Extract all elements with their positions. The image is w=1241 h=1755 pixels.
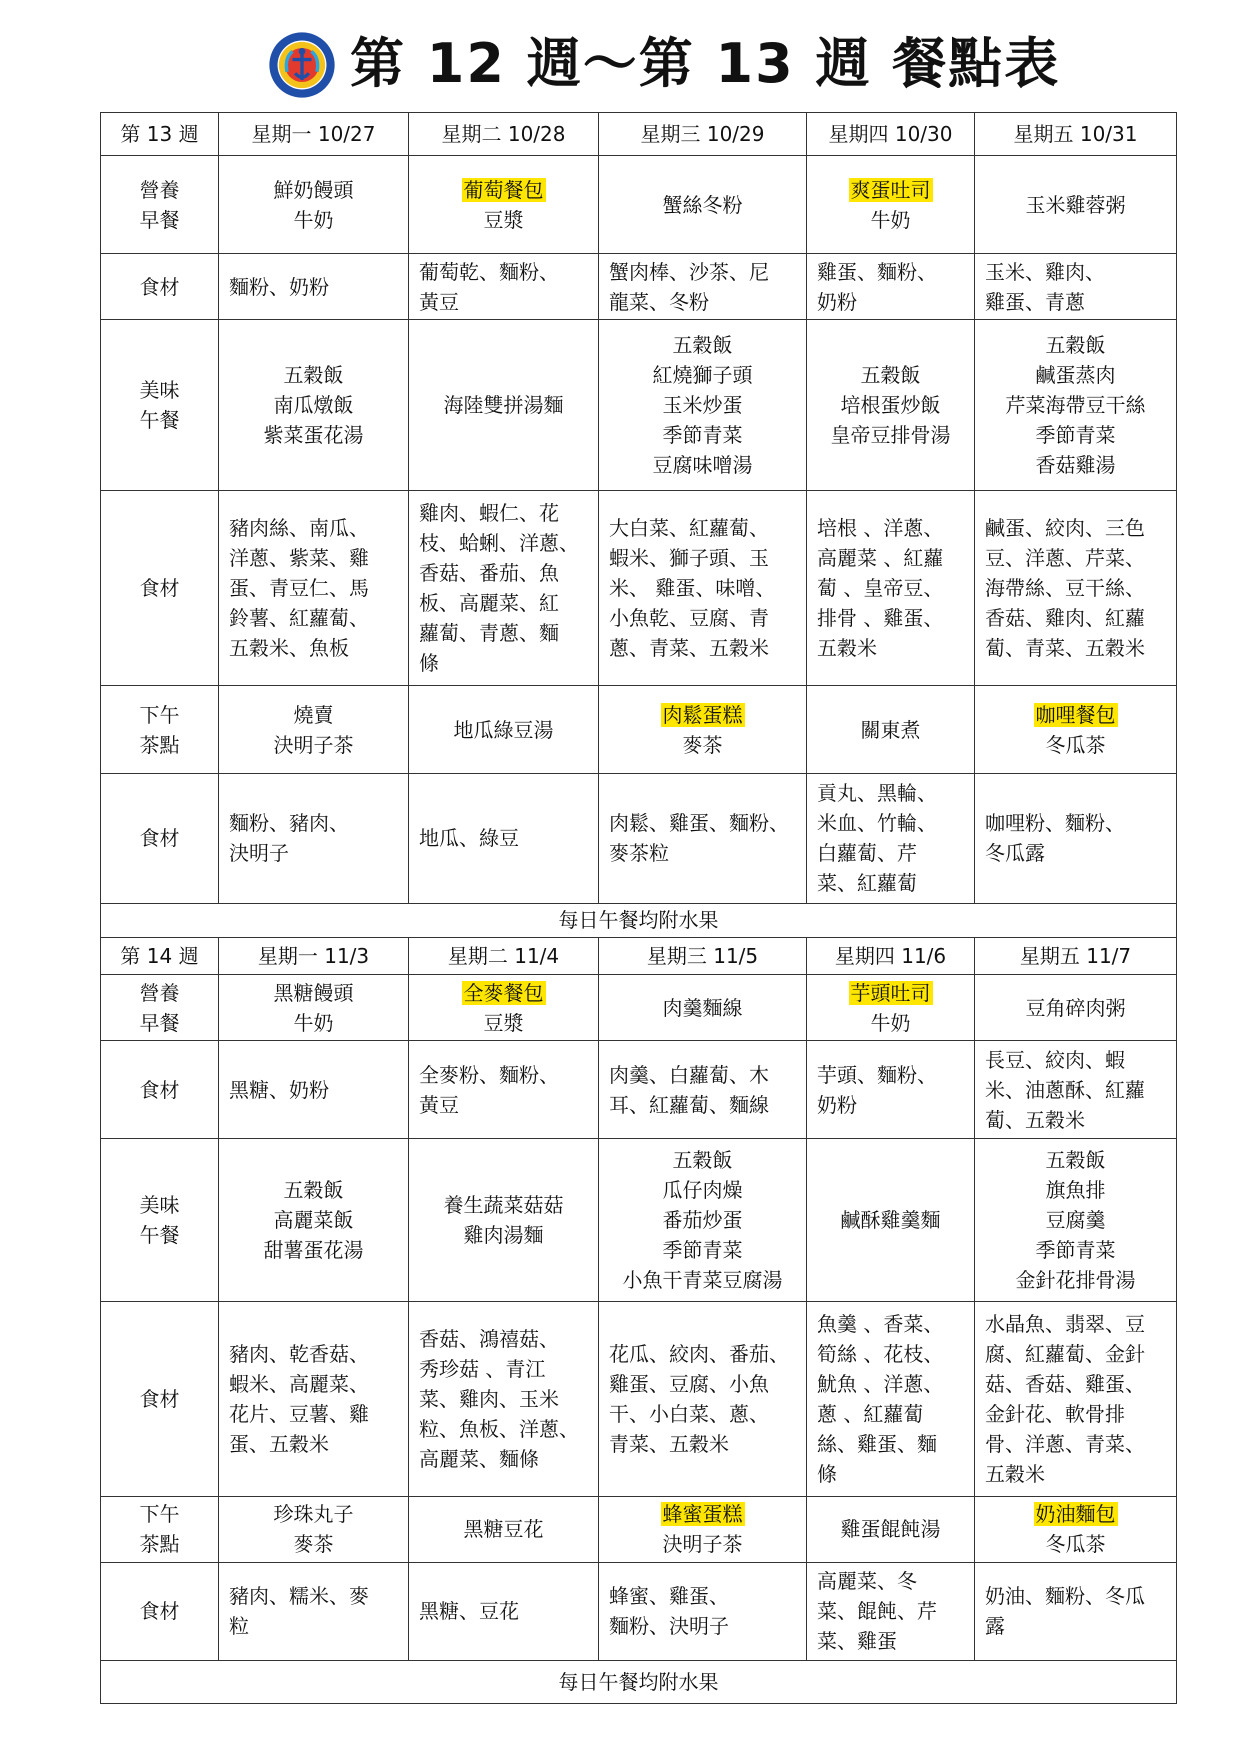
page-title: 第 12 週～第 13 週 餐點表 bbox=[350, 32, 1061, 95]
dish-name: 冬瓜茶 bbox=[1045, 732, 1106, 757]
ingredients-row bbox=[101, 1041, 1177, 1139]
dish-name: 南瓜燉飯 bbox=[273, 393, 354, 418]
week-label: 第 14 週 bbox=[101, 937, 219, 975]
dish-name: 香菇雞湯 bbox=[1035, 453, 1116, 478]
row-label: 下午 茶點 bbox=[101, 686, 219, 773]
meal-cell bbox=[409, 1496, 599, 1562]
dish-name: 鹹蛋蒸肉 bbox=[1035, 363, 1116, 388]
dish-name: 決明子茶 bbox=[662, 1532, 743, 1557]
meal-cell bbox=[409, 686, 599, 773]
dish-name: 豆漿 bbox=[483, 1010, 524, 1035]
day-header: 星期五 10/31 bbox=[975, 113, 1177, 156]
dish-name: 牛奶 bbox=[293, 1010, 334, 1035]
dish-name: 關東煮 bbox=[860, 717, 921, 742]
dish-name: 燒賣 bbox=[293, 702, 334, 727]
row-label: 食材 bbox=[101, 1562, 219, 1660]
meal-cell bbox=[807, 156, 975, 254]
dish-name: 紅燒獅子頭 bbox=[652, 363, 753, 388]
meal-cell bbox=[975, 1139, 1177, 1302]
dish-name: 五穀飯 bbox=[672, 333, 733, 358]
meal-cell bbox=[219, 975, 409, 1041]
dish-name: 紫菜蛋花湯 bbox=[263, 423, 364, 448]
meal-row bbox=[101, 686, 1177, 773]
meal-cell bbox=[409, 1139, 599, 1302]
ingredients-row bbox=[101, 1301, 1177, 1496]
meal-row bbox=[101, 1496, 1177, 1562]
fruit-note: 每日午餐均附水果 bbox=[101, 904, 1177, 937]
dish-name: 玉米雞蓉粥 bbox=[1025, 192, 1126, 217]
meal-cell bbox=[975, 686, 1177, 773]
row-label: 食材 bbox=[101, 1301, 219, 1496]
week-label: 第 13 週 bbox=[101, 113, 219, 156]
dish-name: 黑糖豆花 bbox=[463, 1517, 544, 1542]
meal-row bbox=[101, 156, 1177, 254]
ingredients-cell: 長豆、絞肉、蝦 米、油蔥酥、紅蘿 蔔、五穀米 bbox=[975, 1041, 1177, 1139]
dish-name: 豆漿 bbox=[483, 207, 524, 232]
ingredients-cell: 豬肉、乾香菇、 蝦米、高麗菜、 花片、豆薯、雞 蛋、五穀米 bbox=[219, 1301, 409, 1496]
day-header: 星期一 11/3 bbox=[219, 937, 409, 975]
meal-cell bbox=[219, 156, 409, 254]
ingredients-cell: 玉米、雞肉、 雞蛋、青蔥 bbox=[975, 254, 1177, 320]
ingredients-cell: 肉羹、白蘿蔔、木 耳、紅蘿蔔、麵線 bbox=[599, 1041, 807, 1139]
dish-name: 雞肉湯麵 bbox=[463, 1222, 544, 1247]
ingredients-cell: 葡萄乾、麵粉、 黃豆 bbox=[409, 254, 599, 320]
dish-name: 瓜仔肉燥 bbox=[662, 1177, 743, 1202]
meal-cell bbox=[807, 686, 975, 773]
school-logo-icon bbox=[268, 31, 336, 99]
highlighted-dish: 芋頭吐司 bbox=[850, 980, 931, 1005]
ingredients-row bbox=[101, 1562, 1177, 1660]
dish-name: 黑糖饅頭 bbox=[273, 980, 354, 1005]
row-label: 食材 bbox=[101, 773, 219, 903]
dish-name: 甜薯蛋花湯 bbox=[263, 1237, 364, 1262]
dish-name: 五穀飯 bbox=[1045, 333, 1106, 358]
ingredients-row bbox=[101, 773, 1177, 903]
meal-cell bbox=[409, 975, 599, 1041]
day-header: 星期四 10/30 bbox=[807, 113, 975, 156]
ingredients-cell: 大白菜、紅蘿蔔、 蝦米、獅子頭、玉 米、 雞蛋、味噌、 小魚乾、豆腐、青 蔥、青菜、五穀米 bbox=[599, 491, 807, 686]
meal-schedule-table bbox=[100, 112, 1177, 1704]
meal-cell bbox=[219, 319, 409, 490]
ingredients-cell: 黑糖、豆花 bbox=[409, 1562, 599, 1660]
meal-cell bbox=[807, 319, 975, 490]
ingredients-cell: 奶油、麵粉、冬瓜 露 bbox=[975, 1562, 1177, 1660]
meal-cell bbox=[599, 1496, 807, 1562]
dish-name: 鹹酥雞羹麵 bbox=[840, 1207, 941, 1232]
dish-name: 海陸雙拼湯麵 bbox=[443, 393, 564, 418]
ingredients-cell: 黑糖、奶粉 bbox=[219, 1041, 409, 1139]
meal-cell bbox=[599, 156, 807, 254]
dish-name: 五穀飯 bbox=[672, 1147, 733, 1172]
highlighted-dish: 爽蛋吐司 bbox=[850, 177, 931, 202]
meal-cell bbox=[409, 156, 599, 254]
day-header: 星期一 10/27 bbox=[219, 113, 409, 156]
ingredients-row bbox=[101, 491, 1177, 686]
ingredients-cell: 雞蛋、麵粉、 奶粉 bbox=[807, 254, 975, 320]
highlighted-dish: 蜂蜜蛋糕 bbox=[662, 1502, 743, 1527]
highlighted-dish: 奶油麵包 bbox=[1035, 1502, 1116, 1527]
meal-cell bbox=[599, 319, 807, 490]
meal-cell bbox=[219, 1496, 409, 1562]
ingredients-cell: 地瓜、綠豆 bbox=[409, 773, 599, 903]
ingredients-row bbox=[101, 254, 1177, 320]
ingredients-cell: 鹹蛋、絞肉、三色 豆、洋蔥、芹菜、 海帶絲、豆干絲、 香菇、雞肉、紅蘿 蔔、青菜、五穀米 bbox=[975, 491, 1177, 686]
ingredients-cell: 麵粉、豬肉、 決明子 bbox=[219, 773, 409, 903]
row-label: 食材 bbox=[101, 254, 219, 320]
meal-cell bbox=[975, 1496, 1177, 1562]
dish-name: 五穀飯 bbox=[860, 363, 921, 388]
dish-name: 麥茶 bbox=[682, 732, 723, 757]
day-header: 星期五 11/7 bbox=[975, 937, 1177, 975]
dish-name: 冬瓜茶 bbox=[1045, 1532, 1106, 1557]
ingredients-cell: 豬肉、糯米、麥 粒 bbox=[219, 1562, 409, 1660]
ingredients-cell: 魚羹 、香菜、 筍絲 、花枝、 魷魚 、洋蔥、 蔥 、紅蘿蔔 絲、雞蛋、麵 條 bbox=[807, 1301, 975, 1496]
dish-name: 鮮奶饅頭 bbox=[273, 177, 354, 202]
meal-row bbox=[101, 1139, 1177, 1302]
dish-name: 季節青菜 bbox=[1035, 423, 1116, 448]
ingredients-cell: 培根 、洋蔥、 高麗菜 、紅蘿 蔔 、皇帝豆、 排骨 、雞蛋、 五穀米 bbox=[807, 491, 975, 686]
meal-cell bbox=[409, 319, 599, 490]
highlighted-dish: 咖哩餐包 bbox=[1035, 702, 1116, 727]
meal-cell bbox=[975, 319, 1177, 490]
dish-name: 培根蛋炒飯 bbox=[840, 393, 941, 418]
dish-name: 季節青菜 bbox=[662, 423, 743, 448]
row-label: 營養 早餐 bbox=[101, 156, 219, 254]
day-header: 星期三 11/5 bbox=[599, 937, 807, 975]
ingredients-cell: 肉鬆、雞蛋、麵粉、 麥茶粒 bbox=[599, 773, 807, 903]
dish-name: 地瓜綠豆湯 bbox=[453, 717, 554, 742]
highlighted-dish: 全麥餐包 bbox=[463, 980, 544, 1005]
ingredients-cell: 雞肉、蝦仁、花 枝、蛤蜊、洋蔥、 香菇、番茄、魚 板、高麗菜、紅 蘿蔔、青蔥、麵 條 bbox=[409, 491, 599, 686]
dish-name: 豆腐羹 bbox=[1045, 1207, 1106, 1232]
meal-cell bbox=[807, 975, 975, 1041]
meal-cell bbox=[599, 1139, 807, 1302]
week-header-row bbox=[101, 113, 1177, 156]
dish-name: 皇帝豆排骨湯 bbox=[830, 423, 951, 448]
row-label: 食材 bbox=[101, 491, 219, 686]
row-label: 美味 午餐 bbox=[101, 1139, 219, 1302]
row-label: 下午 茶點 bbox=[101, 1496, 219, 1562]
dish-name: 決明子茶 bbox=[273, 732, 354, 757]
dish-name: 養生蔬菜菇菇 bbox=[443, 1192, 564, 1217]
highlighted-dish: 肉鬆蛋糕 bbox=[662, 702, 743, 727]
meal-cell bbox=[599, 686, 807, 773]
meal-cell bbox=[599, 975, 807, 1041]
ingredients-cell: 蜂蜜、雞蛋、 麵粉、決明子 bbox=[599, 1562, 807, 1660]
dish-name: 五穀飯 bbox=[283, 1177, 344, 1202]
meal-cell bbox=[975, 156, 1177, 254]
dish-name: 豆角碎肉粥 bbox=[1025, 995, 1126, 1020]
dish-name: 玉米炒蛋 bbox=[662, 393, 743, 418]
ingredients-cell: 咖哩粉、麵粉、 冬瓜露 bbox=[975, 773, 1177, 903]
meal-row bbox=[101, 319, 1177, 490]
meal-cell bbox=[807, 1496, 975, 1562]
day-header: 星期三 10/29 bbox=[599, 113, 807, 156]
meal-cell bbox=[219, 686, 409, 773]
dish-name: 豆腐味噌湯 bbox=[652, 453, 753, 478]
ingredients-cell: 豬肉絲、南瓜、 洋蔥、紫菜、雞 蛋、青豆仁、馬 鈴薯、紅蘿蔔、 五穀米、魚板 bbox=[219, 491, 409, 686]
ingredients-cell: 香菇、鴻禧菇、 秀珍菇 、青江 菜、雞肉、玉米 粒、魚板、洋蔥、 高麗菜、麵條 bbox=[409, 1301, 599, 1496]
ingredients-cell: 麵粉、奶粉 bbox=[219, 254, 409, 320]
dish-name: 五穀飯 bbox=[283, 363, 344, 388]
ingredients-cell: 水晶魚、翡翠、豆 腐、紅蘿蔔、金針 菇、香菇、雞蛋、 金針花、軟骨排 骨、洋蔥、青菜、 五穀米 bbox=[975, 1301, 1177, 1496]
dish-name: 牛奶 bbox=[870, 1010, 911, 1035]
page-header bbox=[0, 18, 1241, 110]
dish-name: 芹菜海帶豆干絲 bbox=[1005, 393, 1146, 418]
ingredients-cell: 高麗菜、冬 菜、餛飩、芹 菜、雞蛋 bbox=[807, 1562, 975, 1660]
meal-cell bbox=[219, 1139, 409, 1302]
ingredients-cell: 芋頭、麵粉、 奶粉 bbox=[807, 1041, 975, 1139]
dish-name: 五穀飯 bbox=[1045, 1147, 1106, 1172]
row-label: 美味 午餐 bbox=[101, 319, 219, 490]
highlighted-dish: 葡萄餐包 bbox=[463, 177, 544, 202]
fruit-note: 每日午餐均附水果 bbox=[101, 1660, 1177, 1703]
fruit-note-row bbox=[101, 904, 1177, 937]
dish-name: 小魚干青菜豆腐湯 bbox=[622, 1267, 783, 1292]
dish-name: 旗魚排 bbox=[1045, 1177, 1106, 1202]
row-label: 營養 早餐 bbox=[101, 975, 219, 1041]
day-header: 星期四 11/6 bbox=[807, 937, 975, 975]
meal-row bbox=[101, 975, 1177, 1041]
row-label: 食材 bbox=[101, 1041, 219, 1139]
meal-cell bbox=[807, 1139, 975, 1302]
week-header-row bbox=[101, 937, 1177, 975]
dish-name: 金針花排骨湯 bbox=[1015, 1267, 1136, 1292]
ingredients-cell: 蟹肉棒、沙茶、尼 龍菜、冬粉 bbox=[599, 254, 807, 320]
ingredients-cell: 全麥粉、麵粉、 黃豆 bbox=[409, 1041, 599, 1139]
dish-name: 肉羹麵線 bbox=[662, 995, 743, 1020]
dish-name: 季節青菜 bbox=[662, 1237, 743, 1262]
dish-name: 牛奶 bbox=[870, 207, 911, 232]
day-header: 星期二 10/28 bbox=[409, 113, 599, 156]
dish-name: 蟹絲冬粉 bbox=[662, 192, 743, 217]
dish-name: 番茄炒蛋 bbox=[662, 1207, 743, 1232]
dish-name: 麥茶 bbox=[293, 1532, 334, 1557]
dish-name: 珍珠丸子 bbox=[273, 1502, 354, 1527]
ingredients-cell: 貢丸、黑輪、 米血、竹輪、 白蘿蔔、芹 菜、紅蘿蔔 bbox=[807, 773, 975, 903]
day-header: 星期二 11/4 bbox=[409, 937, 599, 975]
dish-name: 高麗菜飯 bbox=[273, 1207, 354, 1232]
meal-cell bbox=[975, 975, 1177, 1041]
dish-name: 季節青菜 bbox=[1035, 1237, 1116, 1262]
dish-name: 雞蛋餛飩湯 bbox=[840, 1517, 941, 1542]
dish-name: 牛奶 bbox=[293, 207, 334, 232]
ingredients-cell: 花瓜、絞肉、番茄、 雞蛋、豆腐、小魚 干、小白菜、蔥、 青菜、五穀米 bbox=[599, 1301, 807, 1496]
fruit-note-row bbox=[101, 1660, 1177, 1703]
